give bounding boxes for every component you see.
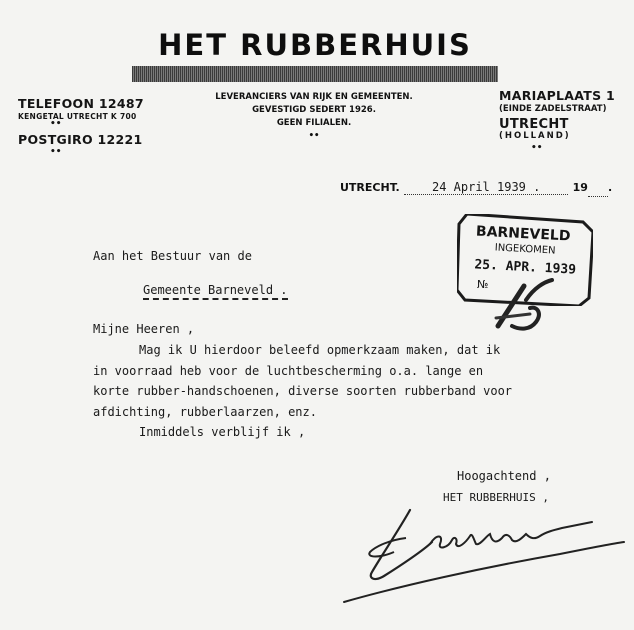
separator-dots: •• <box>308 131 320 141</box>
letterhead-rule <box>132 66 498 82</box>
phone-number: TELEFOON 12487 <box>18 96 144 111</box>
body-line: afdichting, rubberlaarzen, enz. <box>93 404 317 419</box>
city-name: UTRECHT <box>499 117 569 132</box>
area-code: KENGETAL UTRECHT K 700 <box>18 112 137 121</box>
address-line-1: Aan het Bestuur van de <box>93 249 252 263</box>
sender-name: HET RUBBERHUIS , <box>443 491 549 504</box>
body-line: Mag ik U hierdoor beleefd opmerkzaam maken, dat ik <box>139 343 501 357</box>
date-end-dot: . <box>607 181 613 194</box>
date-city: UTRECHT. <box>340 181 400 194</box>
date-line <box>340 178 612 197</box>
description-line: GEVESTIGD SEDERT 1926. <box>252 105 376 115</box>
description-line: GEEN FILIALEN. <box>276 118 352 128</box>
street-address: MARIAPLAATS 1 <box>499 88 616 103</box>
company-name: HET RUBBERHUIS <box>158 28 472 62</box>
postgiro-number: POSTGIRO 12221 <box>18 132 143 147</box>
body-line: korte rubber-handschoenen, diverse soorten rubberband voor <box>93 384 513 398</box>
separator-dots: •• <box>50 119 62 129</box>
greeting: Hoogachtend , <box>457 469 551 483</box>
stamp-handwritten-number <box>490 268 560 338</box>
stamp-label: INGEKOMEN <box>494 242 556 257</box>
stamp-number-label: № <box>477 278 489 291</box>
address-line-2: Gemeente Barneveld . <box>143 283 288 300</box>
body-line: in voorraad heb voor de luchtbescherming o.a. lange en <box>93 363 484 378</box>
description-line: LEVERANCIERS VAN RIJK EN GEMEENTEN. <box>215 92 413 102</box>
date-year-blank <box>588 178 608 197</box>
closing-line: Inmiddels verblijf ik , <box>139 425 306 439</box>
company-description <box>200 91 428 143</box>
letter-body <box>93 340 613 443</box>
separator-dots: •• <box>531 143 543 153</box>
separator-dots: •• <box>50 147 62 157</box>
handwritten-signature <box>340 498 630 618</box>
salutation: Mijne Heeren , <box>93 322 195 336</box>
date-value: 24 April 1939 . <box>404 180 568 195</box>
stamp-place: BARNEVELD <box>475 223 571 245</box>
country-name: (HOLLAND) <box>499 131 571 141</box>
stamp-date: 25. APR. 1939 <box>473 257 577 278</box>
date-year-prefix: 19 <box>572 181 588 194</box>
address-note: (EINDE ZADELSTRAAT) <box>499 104 607 114</box>
